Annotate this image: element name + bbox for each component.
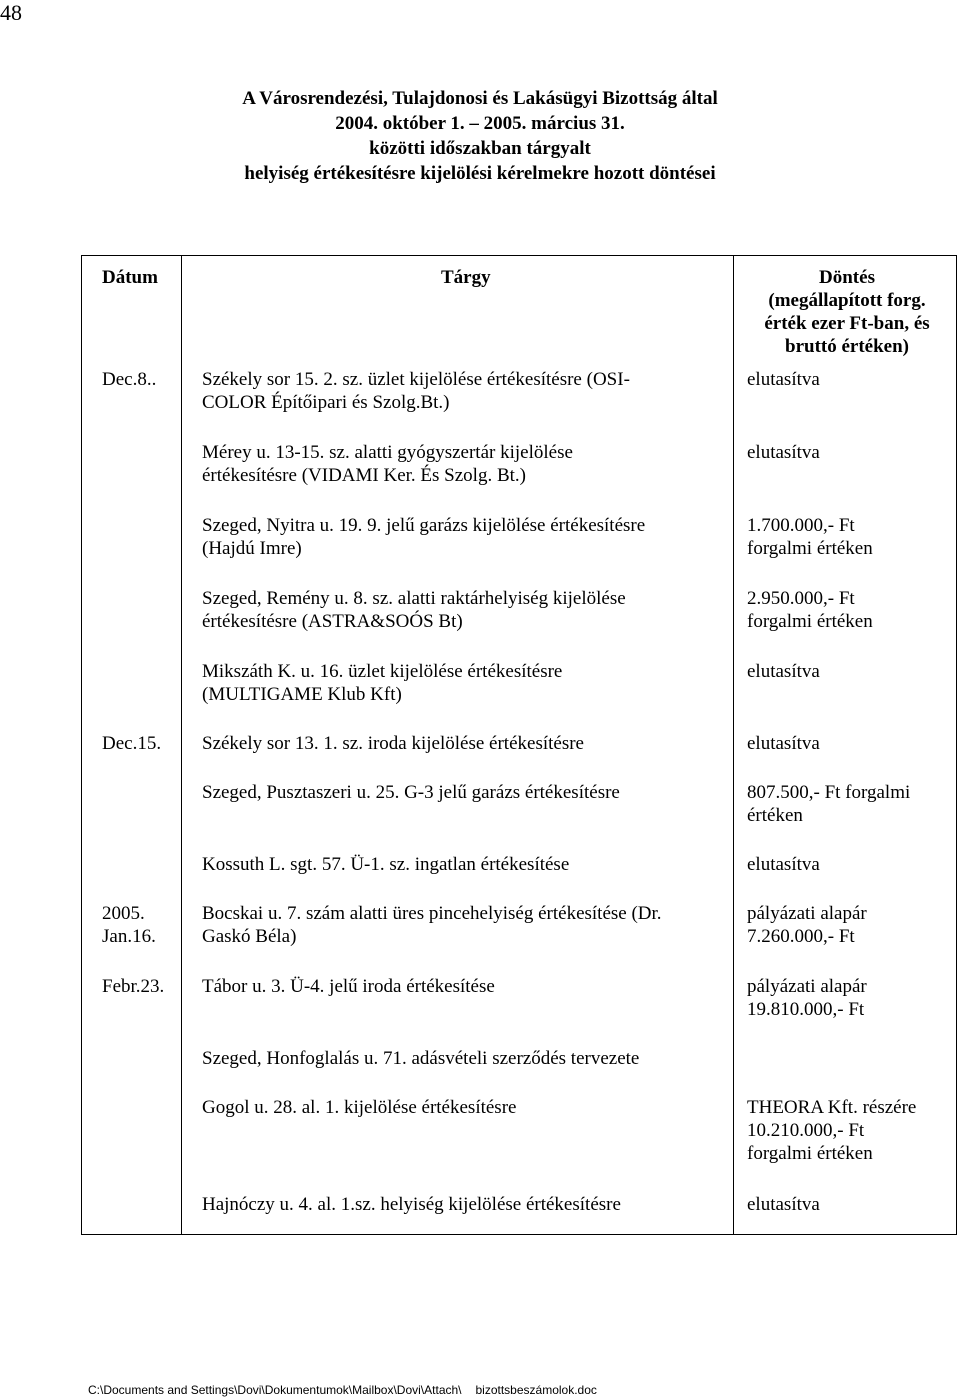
row-decision (747, 902, 947, 948)
cell-line: Hajnóczy u. 4. al. 1.sz. helyiség kijelölése értékesítésre (202, 1194, 621, 1215)
row-decision (747, 587, 947, 633)
cell-line: Dec.15. (102, 733, 162, 754)
document-title (200, 86, 760, 186)
row-subject (202, 587, 730, 633)
cell-line: Szeged, Remény u. 8. sz. alatti raktárhelyiség kijelölése (202, 588, 626, 609)
cell-line: (Hajdú Imre) (202, 538, 302, 559)
cell-line: értékesítésre (VIDAMI Ker. És Szolg. Bt.) (202, 465, 526, 486)
cell-line: 10.210.000,- Ft (747, 1120, 865, 1141)
header-decision: Döntés (megállapított forg. érték ezer Ft-ban, és bruttó értéken) (764, 267, 930, 357)
page-number: 48 (0, 0, 22, 25)
row-subject (202, 441, 730, 487)
cell-line: Dec.8.. (102, 369, 157, 390)
title-line: A Városrendezési, Tulajdonosi és Lakásügyi Bizottság által (242, 88, 718, 109)
row-decision (747, 514, 947, 560)
cell-line: (MULTIGAME Klub Kft) (202, 684, 402, 705)
row-subject (202, 1096, 730, 1119)
cell-line: Gogol u. 28. al. 1. kijelölése értékesítésre (202, 1097, 517, 1118)
row-decision (747, 853, 947, 876)
row-decision (747, 732, 947, 755)
title-line: közötti időszakban tárgyalt (369, 138, 591, 159)
cell-line: Kossuth L. sgt. 57. Ü-1. sz. ingatlan értékesítése (202, 854, 570, 875)
cell-line: Szeged, Nyitra u. 19. 9. jelű garázs kijelölése értékesítésre (202, 515, 646, 536)
row-date (102, 368, 196, 391)
row-decision (747, 441, 947, 464)
cell-line: Tábor u. 3. Ü-4. jelű iroda értékesítése (202, 976, 495, 997)
cell-line: elutasítva (747, 733, 820, 754)
cell-line: elutasítva (747, 661, 820, 682)
cell-line: Mikszáth K. u. 16. üzlet kijelölése értékesítésre (202, 661, 563, 682)
row-decision (747, 368, 947, 391)
row-date (102, 902, 196, 948)
cell-line: Szeged, Honfoglalás u. 71. adásvételi szerződés tervezete (202, 1048, 640, 1069)
cell-line: elutasítva (747, 369, 820, 390)
column-divider (733, 256, 734, 1234)
cell-line: forgalmi értéken (747, 538, 873, 559)
row-date (102, 732, 196, 755)
row-decision (747, 660, 947, 683)
cell-line: Febr.23. (102, 976, 165, 997)
cell-line: pályázati alapár (747, 976, 867, 997)
row-subject (202, 514, 730, 560)
cell-line: értéken (747, 805, 803, 826)
row-subject (202, 732, 730, 755)
cell-line: forgalmi értéken (747, 1143, 873, 1164)
cell-line: 19.810.000,- Ft (747, 999, 865, 1020)
cell-line: Bocskai u. 7. szám alatti üres pincehelyiség értékesítése (Dr. (202, 903, 662, 924)
row-subject (202, 975, 730, 998)
header-subject: Tárgy (441, 267, 491, 288)
title-line: helyiség értékesítésre kijelölési kérelmekre hozott döntései (244, 163, 716, 184)
row-subject (202, 1193, 730, 1216)
cell-line: Mérey u. 13-15. sz. alatti gyógyszertár kijelölése (202, 442, 573, 463)
cell-line: elutasítva (747, 442, 820, 463)
row-subject (202, 368, 730, 414)
row-subject (202, 902, 730, 948)
cell-line: 2005. (102, 903, 145, 924)
row-decision (747, 1096, 947, 1165)
cell-line: Jan.16. (102, 926, 156, 947)
cell-line: 7.260.000,- Ft (747, 926, 855, 947)
header-date: Dátum (102, 267, 158, 288)
row-subject (202, 781, 730, 804)
row-decision (747, 975, 947, 1021)
cell-line: elutasítva (747, 1194, 820, 1215)
cell-line: Székely sor 15. 2. sz. üzlet kijelölése értékesítésre (OSI- (202, 369, 630, 390)
row-subject (202, 660, 730, 706)
row-decision (747, 781, 947, 827)
row-date (102, 975, 196, 998)
cell-line: forgalmi értéken (747, 611, 873, 632)
cell-line: 2.950.000,- Ft (747, 588, 855, 609)
cell-line: elutasítva (747, 854, 820, 875)
cell-line: 1.700.000,- Ft (747, 515, 855, 536)
row-subject (202, 853, 730, 876)
cell-line: THEORA Kft. részére (747, 1097, 917, 1118)
cell-line: COLOR Építőipari és Szolg.Bt.) (202, 392, 450, 413)
cell-line: pályázati alapár (747, 903, 867, 924)
cell-line: Szeged, Pusztaszeri u. 25. G-3 jelű garázs értékesítésre (202, 782, 620, 803)
row-subject (202, 1047, 730, 1070)
cell-line: értékesítésre (ASTRA&SOÓS Bt) (202, 611, 463, 632)
row-decision (747, 1193, 947, 1216)
cell-line: 807.500,- Ft forgalmi (747, 782, 911, 803)
cell-line: Székely sor 13. 1. sz. iroda kijelölése értékesítésre (202, 733, 584, 754)
cell-line: Gaskó Béla) (202, 926, 297, 947)
title-line: 2004. október 1. – 2005. március 31. (335, 113, 625, 134)
footer-path: C:\Documents and Settings\Dovi\Dokumentumok\Mailbox\Dovi\Attach\ bizottsbeszámolok.doc (88, 1383, 597, 1397)
